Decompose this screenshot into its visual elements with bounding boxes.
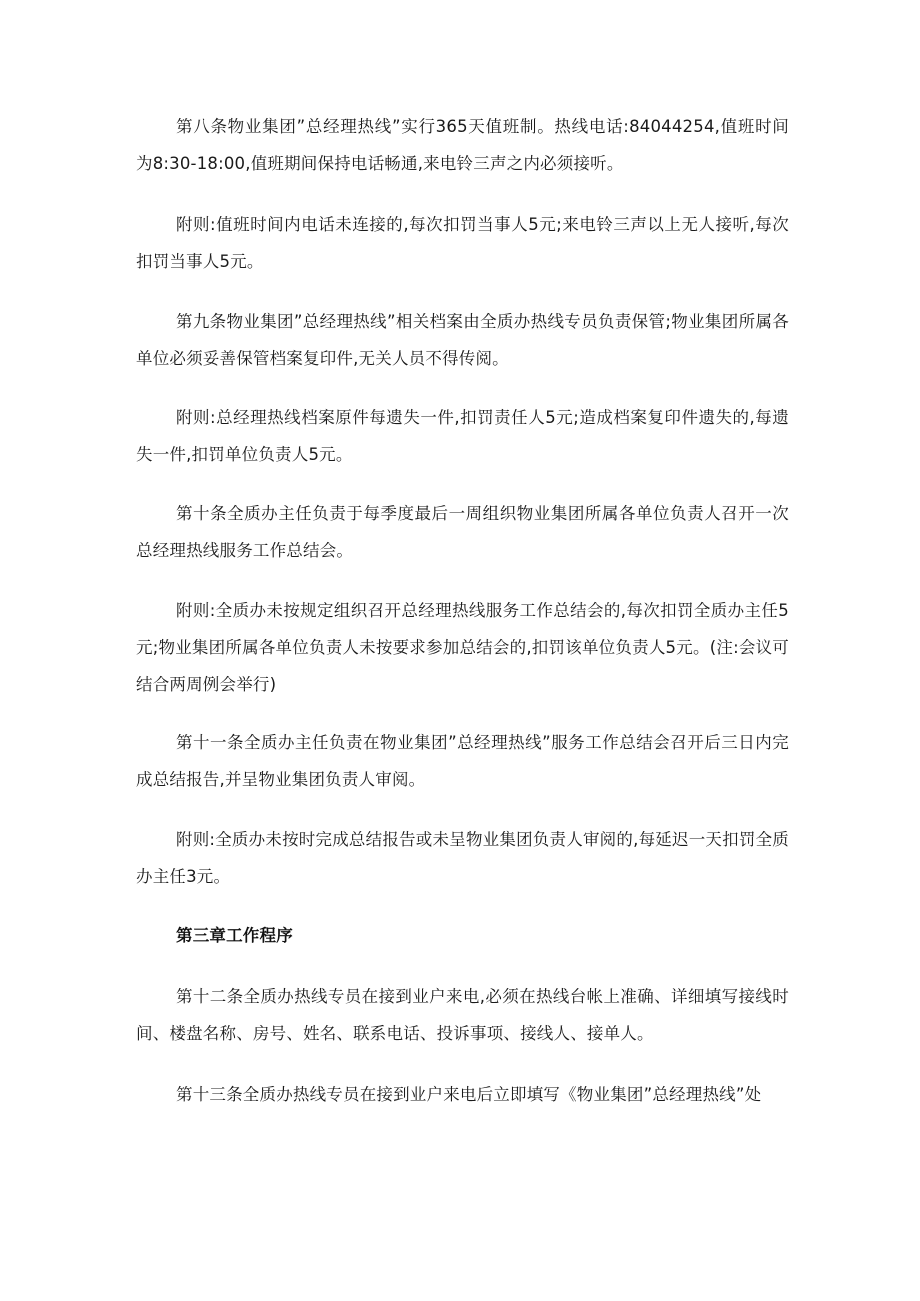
article-8-supplement: 附则:值班时间内电话未连接的,每次扣罚当事人5元;来电铃三声以上无人接听,每次扣罚当事人5元。 — [136, 215, 789, 271]
article-10-supplement: 附则:全质办未按规定组织召开总经理热线服务工作总结会的,每次扣罚全质办主任5元;物业集团所属各单位负责人未按要求参加总结会的,扣罚该单位负责人5元。(注:会议可结合两周例会举行) — [136, 601, 789, 694]
article-11-supplement: 附则:全质办未按时完成总结报告或未呈物业集团负责人审阅的,每延迟一天扣罚全质办主任3元。 — [136, 830, 789, 886]
article-11: 第十一条全质办主任负责在物业集团”总经理热线”服务工作总结会召开后三日内完成总结报告,并呈物业集团负责人审阅。 — [136, 733, 789, 789]
article-10: 第十条全质办主任负责于每季度最后一周组织物业集团所属各单位负责人召开一次总经理热线服务工作总结会。 — [136, 504, 789, 560]
article-9: 第九条物业集团”总经理热线”相关档案由全质办热线专员负责保管;物业集团所属各单位必须妥善保管档案复印件,无关人员不得传阅。 — [136, 312, 789, 368]
article-8: 第八条物业集团”总经理热线”实行365天值班制。热线电话:84044254,值班时间为8:30-18:00,值班期间保持电话畅通,来电铃三声之内必须接听。 — [136, 117, 789, 173]
chapter-3-heading: 第三章工作程序 — [176, 926, 293, 945]
article-9-supplement: 附则:总经理热线档案原件每遗失一件,扣罚责任人5元;造成档案复印件遗失的,每遗失一件,扣罚单位负责人5元。 — [136, 408, 789, 464]
article-13: 第十三条全质办热线专员在接到业户来电后立即填写《物业集团”总经理热线”处 — [176, 1085, 762, 1104]
article-12: 第十二条全质办热线专员在接到业户来电,必须在热线台帐上准确、详细填写接线时间、楼盘名称、房号、姓名、联系电话、投诉事项、接线人、接单人。 — [136, 987, 789, 1043]
